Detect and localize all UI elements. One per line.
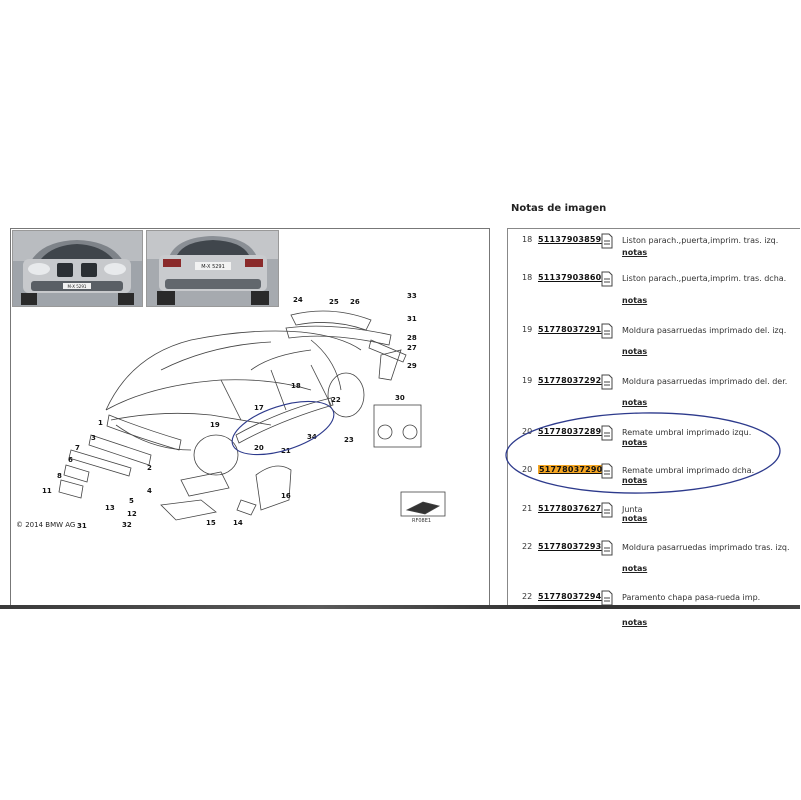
callout-label: 27 [407, 344, 417, 352]
document-icon[interactable] [600, 502, 614, 518]
document-icon[interactable] [600, 374, 614, 390]
callout-label: 1 [98, 419, 103, 427]
position-number: 19 [522, 325, 533, 334]
callout-label: 19 [210, 421, 220, 429]
document-icon[interactable] [600, 233, 614, 249]
position-number: 21 [522, 504, 533, 513]
callout-label: 7 [75, 444, 80, 452]
rear-car-photo[interactable] [146, 230, 279, 307]
notes-heading: Notas de imagen [511, 203, 607, 214]
front-plate-text: M-X 5291 [67, 284, 87, 289]
notes-link[interactable]: notas [622, 618, 648, 627]
callout-label: 34 [307, 433, 317, 441]
callout-label: 18 [291, 382, 301, 390]
parts-row[interactable] [508, 500, 801, 540]
part-number-link[interactable]: 51778037293 [538, 542, 602, 551]
notes-link[interactable]: notas [622, 514, 648, 523]
notes-link[interactable]: notas [622, 398, 648, 407]
part-number-link-highlighted[interactable]: 51778037290 [539, 465, 603, 474]
document-icon[interactable] [600, 590, 614, 606]
parts-list-panel[interactable] [507, 228, 800, 627]
parts-row[interactable] [508, 269, 801, 309]
part-description: Paramento chapa pasa-rueda imp. [622, 593, 761, 602]
part-description: Liston parach.,puerta,imprim. tras. izq. [622, 236, 779, 245]
callout-label: 3 [91, 434, 96, 442]
position-number: 20 [522, 427, 533, 436]
parts-row[interactable] [508, 461, 801, 501]
callout-label: 12 [127, 510, 137, 518]
document-icon[interactable] [600, 463, 614, 479]
part-number-link[interactable]: 51778037627 [538, 504, 602, 513]
parts-row[interactable] [508, 321, 801, 361]
parts-row[interactable] [508, 372, 801, 412]
callout-label: 5 [129, 497, 134, 505]
callout-label: 24 [293, 296, 303, 304]
document-icon[interactable] [600, 323, 614, 339]
notes-link[interactable]: notas [622, 564, 648, 573]
callout-label: 29 [407, 362, 417, 370]
part-number-link[interactable]: 51778037289 [538, 427, 602, 436]
callout-label: 2 [147, 464, 152, 472]
part-number-link[interactable]: 51778037291 [538, 325, 602, 334]
callout-label: 31 [407, 315, 417, 323]
exploded-parts-drawing [11, 292, 489, 530]
callout-label: 16 [281, 492, 291, 500]
part-description: Liston parach.,puerta,imprim. tras. dcha. [622, 274, 787, 283]
part-description: Remate umbral imprimado dcha. [622, 466, 755, 475]
part-number-link[interactable]: 51778037294 [538, 592, 602, 601]
callout-label: 26 [350, 298, 360, 306]
part-number-link[interactable]: 51137903859 [538, 235, 602, 244]
document-icon[interactable] [600, 425, 614, 441]
position-number: 22 [522, 542, 533, 551]
callout-label: 17 [254, 404, 264, 412]
part-description: Moldura pasarruedas imprimado del. izq. [622, 326, 787, 335]
position-number: 18 [522, 273, 533, 282]
part-description: Moldura pasarruedas imprimado del. der. [622, 377, 788, 386]
parts-row[interactable] [508, 538, 801, 578]
position-number: 20 [522, 465, 533, 474]
document-icon[interactable] [600, 271, 614, 287]
part-number-link[interactable]: 51778037292 [538, 376, 602, 385]
callout-label: 14 [233, 519, 243, 527]
callout-label: 11 [42, 487, 52, 495]
front-car-photo[interactable] [12, 230, 143, 307]
parts-row[interactable] [508, 231, 801, 271]
part-description: Remate umbral imprimado izqu. [622, 428, 752, 437]
callout-label: 33 [407, 292, 417, 300]
callout-label: 4 [147, 487, 152, 495]
part-description: Junta [622, 505, 643, 514]
parts-row[interactable] [508, 423, 801, 463]
notes-link[interactable]: notas [622, 248, 648, 257]
callout-label: 30 [395, 394, 405, 402]
callout-label: 6 [68, 456, 73, 464]
notes-link[interactable]: notas [622, 347, 648, 356]
copyright-text: © 2014 BMW AG [16, 521, 76, 529]
callout-label: 25 [329, 298, 339, 306]
diagram-code: RF08E1 [412, 518, 432, 524]
rear-plate-text: M-X 5291 [201, 264, 225, 270]
callout-label: 22 [331, 396, 341, 404]
notes-link[interactable]: notas [622, 296, 648, 305]
callout-label: 31 [77, 522, 87, 530]
callout-label: 8 [57, 472, 62, 480]
position-number: 19 [522, 376, 533, 385]
bottom-edge-bar [0, 605, 800, 609]
notes-link[interactable]: notas [622, 476, 648, 485]
part-description: Moldura pasarruedas imprimado tras. izq. [622, 543, 790, 552]
notes-link[interactable]: notas [622, 438, 648, 447]
document-icon[interactable] [600, 540, 614, 556]
callout-label: 15 [206, 519, 216, 527]
callout-label: 20 [254, 444, 264, 452]
callout-label: 13 [105, 504, 115, 512]
position-number: 18 [522, 235, 533, 244]
callout-label: 28 [407, 334, 417, 342]
part-number-link[interactable]: 51137903860 [538, 273, 602, 282]
callout-label: 32 [122, 521, 132, 529]
callout-label: 21 [281, 447, 291, 455]
callout-label: 23 [344, 436, 354, 444]
position-number: 22 [522, 592, 533, 601]
